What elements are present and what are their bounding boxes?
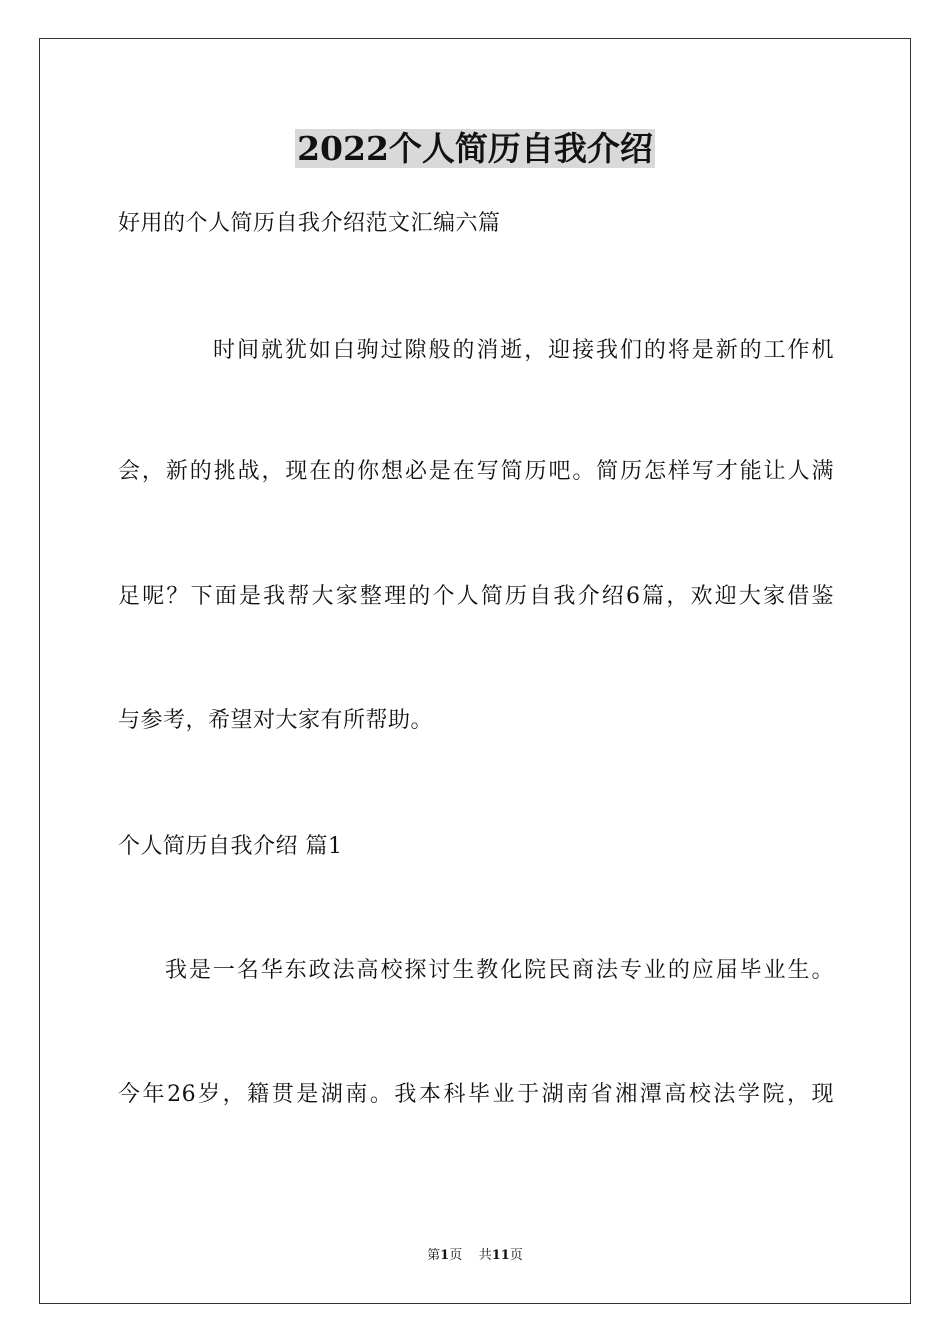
section-heading: 个人简历自我介绍 篇1 [118,834,343,859]
footer-page-prefix: 第 [427,1248,441,1263]
section-line: 我是一名华东政法高校探讨生教化院民商法专业的应届毕业生。 [165,958,834,983]
paragraph-line: 与参考，希望对大家有所帮助。 [118,708,434,733]
paragraph-line: 足呢？下面是我帮大家整理的个人简历自我介绍6篇，欢迎大家借鉴 [118,584,834,609]
paragraph-line: 时间就犹如白驹过隙般的消逝，迎接我们的将是新的工作机 [213,338,834,363]
document-subtitle: 好用的个人简历自我介绍范文汇编六篇 [118,211,501,236]
paragraph-line: 会，新的挑战，现在的你想必是在写简历吧。简历怎样写才能让人满 [118,459,834,484]
document-title [0,124,950,174]
footer-page-suffix: 页 [449,1248,463,1263]
document-title-text: 2022个人简历自我介绍 [297,129,653,168]
footer-total-prefix: 共 [478,1248,492,1263]
section-line: 今年26岁，籍贯是湖南。我本科毕业于湖南省湘潭高校法学院，现 [118,1082,834,1107]
page-footer [0,1246,950,1266]
footer-page-number: 1 [440,1248,450,1263]
footer-total-pages: 11 [491,1248,510,1263]
footer-total-suffix: 页 [509,1248,523,1263]
